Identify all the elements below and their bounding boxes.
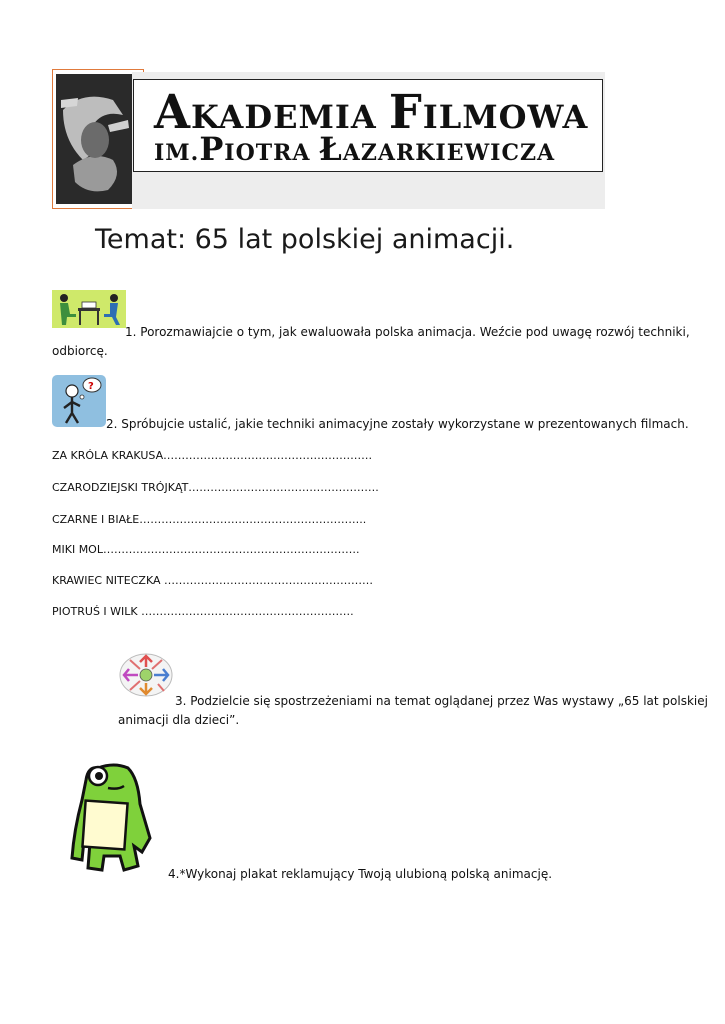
thinking-person-icon	[52, 375, 106, 432]
people-at-table-icon	[52, 290, 126, 333]
academy-patron-rest-2: AZARKIEWICZA	[342, 140, 556, 166]
film-answer-line[interactable]: CZARODZIEJSKI TRÓJKĄT…………………………………………….	[52, 481, 379, 494]
task-2-text: 2. Spróbujcie ustalić, jakie techniki animacyjne zostały wykorzystane w prezentowanych filmach.	[106, 417, 689, 431]
academy-patron-cap-2: Ł	[319, 130, 343, 168]
academy-name-rest-2: ILMOWA	[422, 98, 589, 136]
academy-banner	[133, 79, 603, 172]
academy-name-cap-2: F	[388, 84, 423, 139]
film-answer-line[interactable]: KRAWIEC NITECZKA …………………………………………………	[52, 574, 373, 587]
academy-name-cap-1: A	[154, 84, 191, 139]
film-answer-line[interactable]: MIKI MOL…………………………………………………………….	[52, 543, 360, 556]
film-answer-line[interactable]: ZA KRÓLA KRAKUSA…………………………………………………	[52, 449, 373, 462]
task-1-continuation: odbiorcę.	[52, 344, 108, 358]
task-4-text: 4.*Wykonaj plakat reklamujący Twoją ulubioną polską animację.	[168, 867, 553, 881]
academy-patron-cap-1: P	[199, 130, 225, 168]
film-answer-line[interactable]: CZARNE I BIAŁE……………………………………………………..	[52, 513, 367, 526]
sharing-arrows-icon	[118, 652, 174, 703]
academy-patron-rest-1: IOTRA	[224, 140, 320, 166]
academy-name-rest-1: KADEMIA	[191, 98, 389, 136]
task-3-continuation: animacji dla dzieci”.	[118, 713, 240, 727]
page-title: Temat: 65 lat polskiej animacji.	[95, 224, 515, 255]
academy-patron	[154, 130, 555, 168]
logo-hands-photo	[52, 69, 144, 209]
svg-text:?: ?	[88, 381, 94, 392]
task-3-text: 3. Podzielcie się spostrzeżeniami na temat oglądanej przez Was wystawy „65 lat polskiej	[175, 694, 708, 708]
academy-patron-prefix: IM.	[154, 140, 200, 166]
film-answer-line[interactable]: PIOTRUŚ I WILK ………………………………………………….	[52, 605, 354, 618]
green-robot-poster-icon	[68, 760, 156, 883]
task-1-text: 1. Porozmawiajcie o tym, jak ewaluowała polska animacja. Weźcie pod uwagę rozwój techniki,	[125, 325, 690, 339]
